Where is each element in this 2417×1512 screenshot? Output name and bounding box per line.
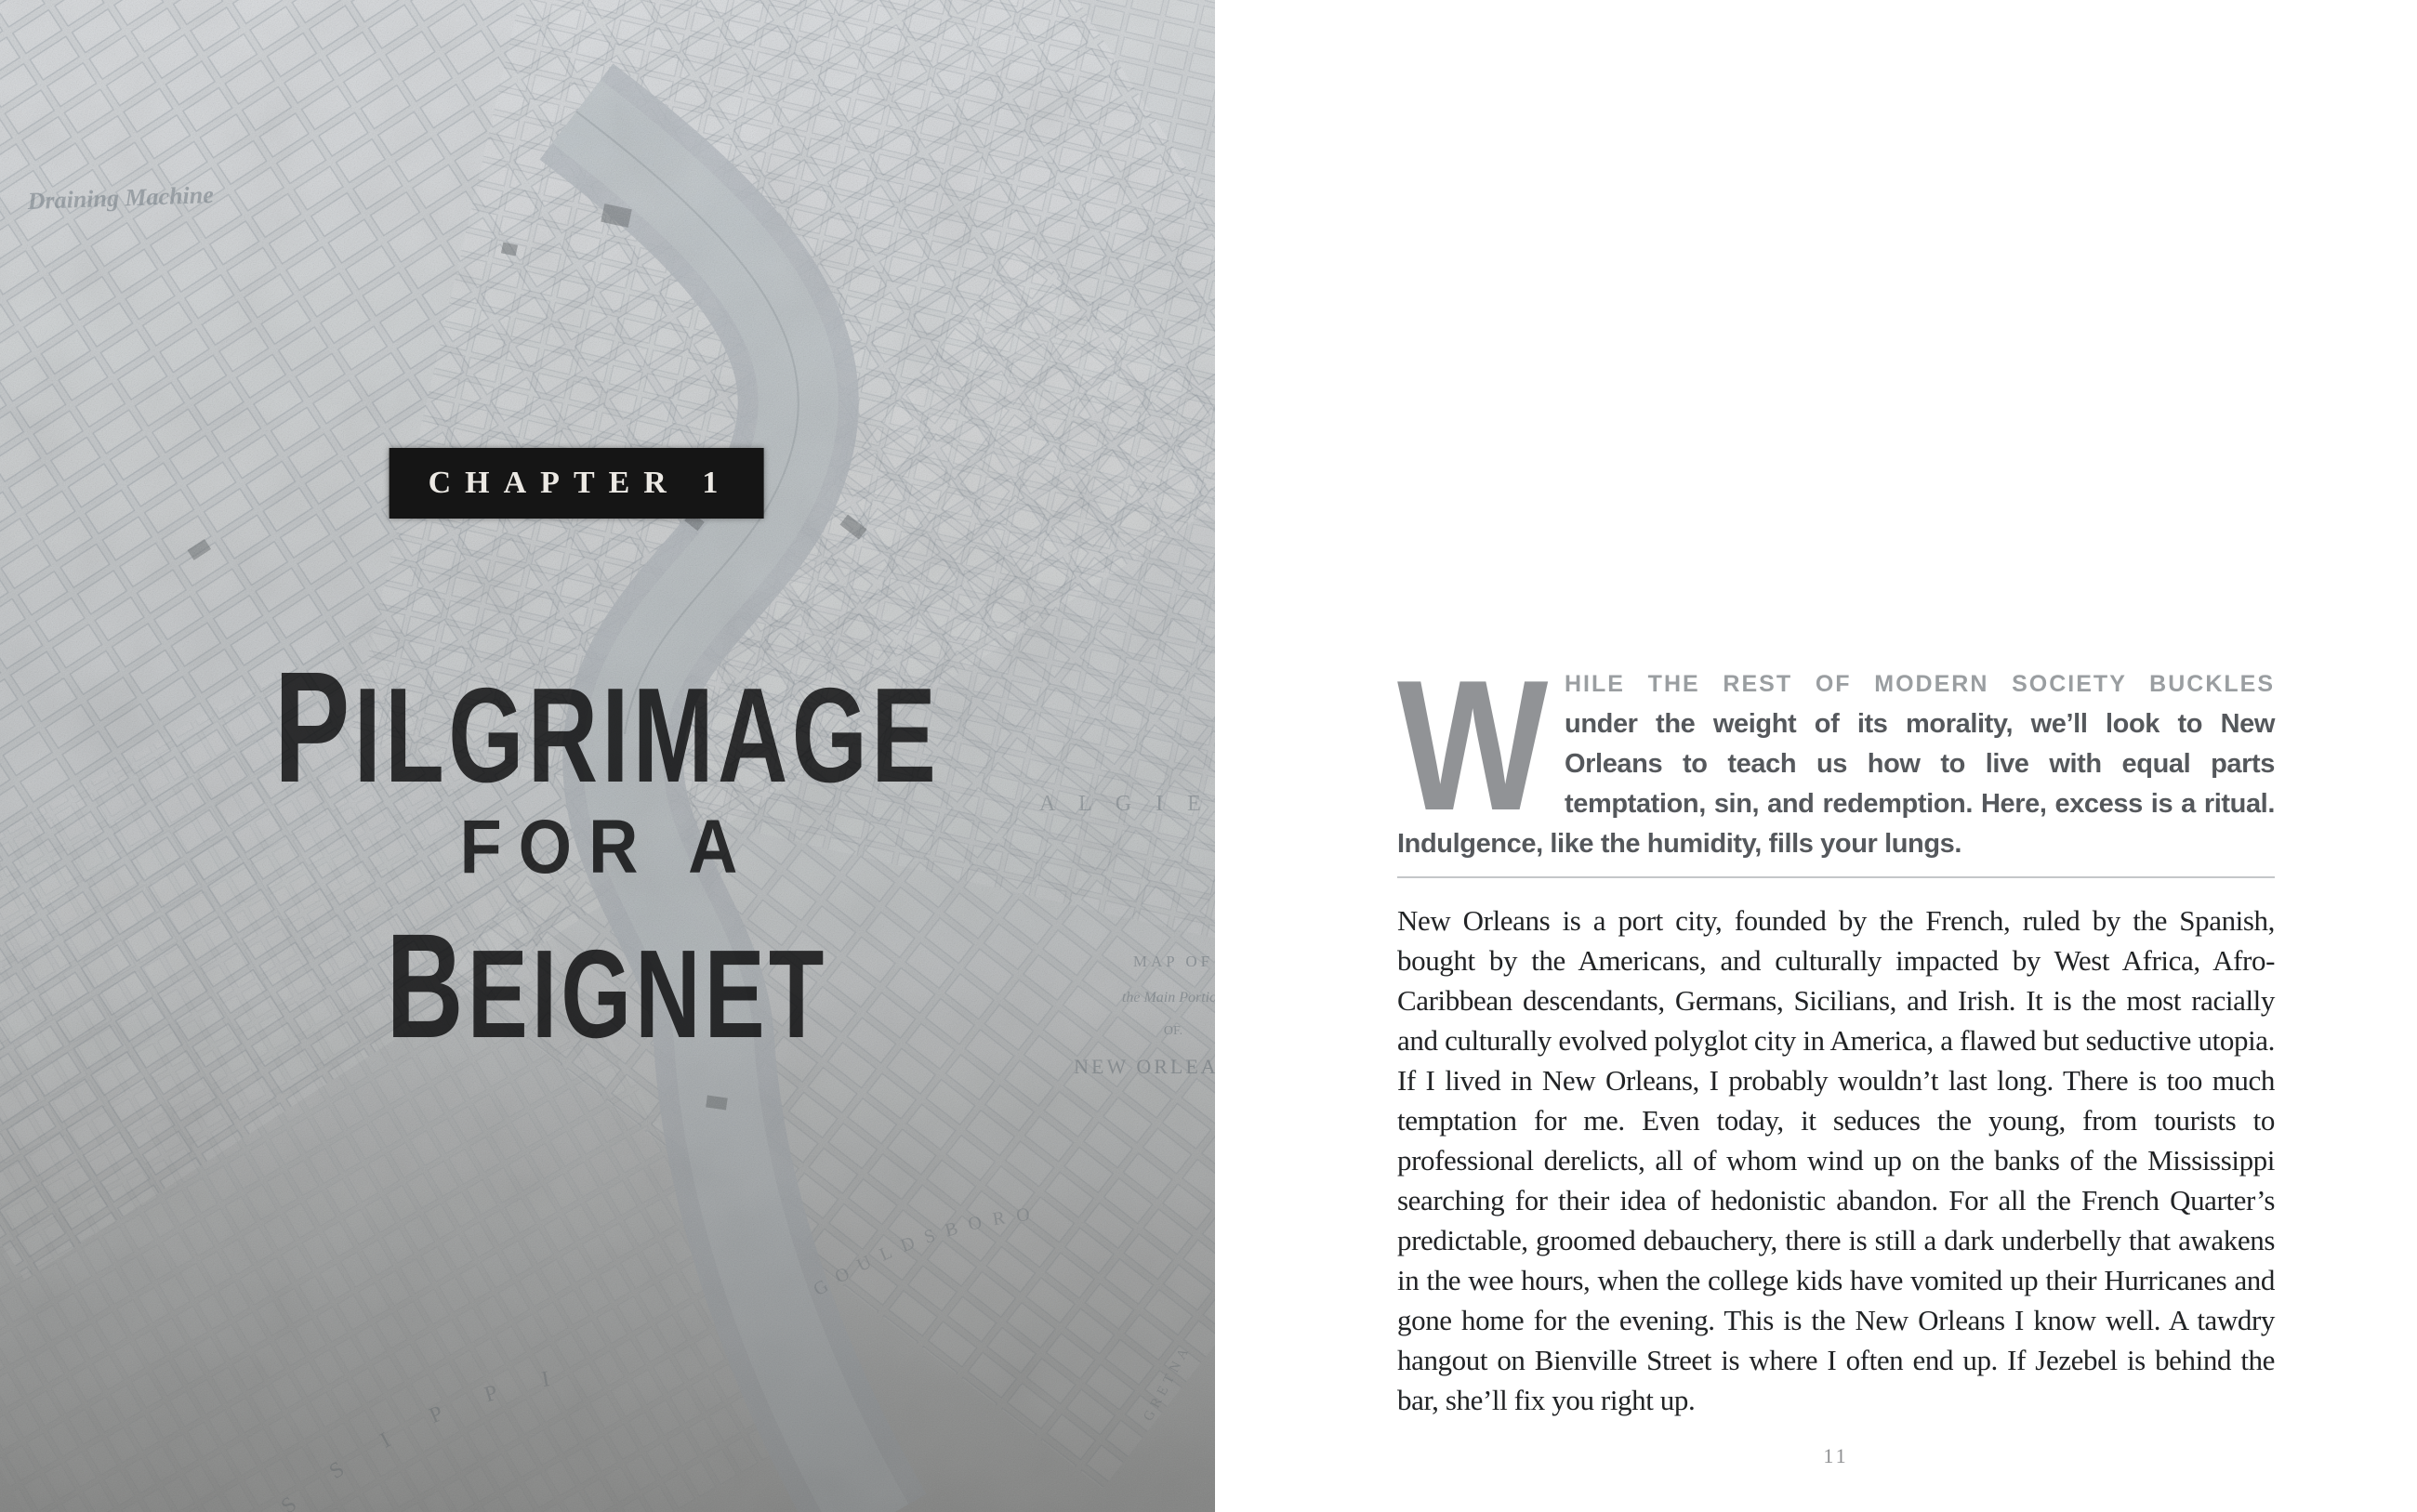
title-line-beignet (300, 902, 914, 1069)
intro-lead-caps: HILE THE REST OF MODERN SOCIETY BUCKLES (1565, 671, 2275, 697)
title-rest-eignet: EIGNET (467, 924, 828, 1064)
body-paragraph: New Orleans is a port city, founded by the French, ruled by the Spanish, bought by the Americans, and culturally impacted by West Africa, Afro-Caribbean descendants, Germans, Sicilians, and Irish. It is the most racially and culturally evolved polyglot city in America, a flawed but seductive utopia. If I lived in New Orleans, I probably wouldn’t last long. There is too much temptation for me. Even today, it seduces the young, from tourists to professional derelicts, all of whom wind up on the banks of the Mississippi searching for their idea of hedonistic abandon. For all the French Quarter’s predictable, groomed debauchery, there is still a dark underbelly that awakens in the wee hours, when the college kids have vomited up their Hurricanes and gone home for the evening. This is the New Orleans I know well. A tawdry hangout on Bienville Street is where I often end up. If Jezebel is behind the bar, she’ll fix you right up. (1397, 904, 2275, 1416)
section-divider-rule (1397, 876, 2275, 878)
title-initial-p: P (273, 639, 354, 816)
text-column (1397, 642, 2275, 1468)
title-line-pilgrimage (144, 639, 1069, 816)
chapter-badge: CHAPTER 1 (390, 448, 764, 519)
title-line-for-a: FOR A (459, 805, 755, 889)
right-page (1215, 0, 2417, 1512)
title-initial-b: B (386, 902, 468, 1069)
title-rest-ilgrimage: ILGRIMAGE (353, 660, 941, 810)
drop-cap: W (1397, 642, 1549, 849)
intro-bold-text: under the weight of its morality, we’ll look to New Orleans to teach us how to live with equal parts temptation, sin, and redemption. Here, excess is a ritual. Indulgence, like the humidity, fills your lungs. (1397, 709, 2275, 859)
intro-paragraph (1397, 642, 2275, 864)
page-number: 11 (1823, 1444, 1849, 1467)
